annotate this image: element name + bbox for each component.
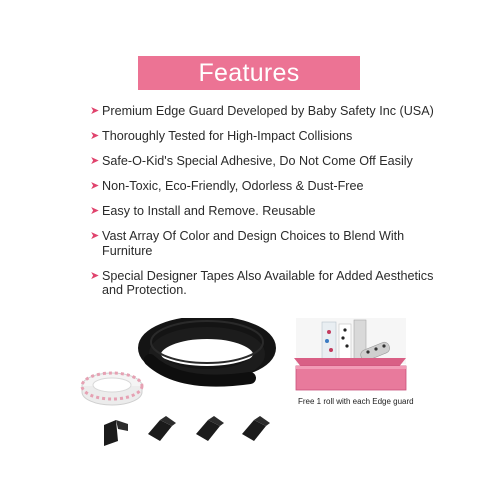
features-title: Features — [198, 59, 300, 87]
corner-guard-icon — [242, 416, 270, 441]
arrow-bullet-icon: ➤ — [90, 180, 100, 192]
feature-text: Non-Toxic, Eco-Friendly, Odorless & Dust-Free — [102, 179, 364, 193]
feature-text: Thoroughly Tested for High-Impact Collisions — [102, 129, 353, 143]
tape-display-box-icon — [294, 318, 406, 390]
feature-item — [90, 179, 435, 194]
feature-item — [90, 269, 435, 298]
foam-edge-guard-roll-icon — [145, 321, 269, 381]
arrow-bullet-icon: ➤ — [90, 230, 100, 242]
feature-item — [90, 154, 435, 169]
feature-text: Vast Array Of Color and Design Choices to Blend With Furniture — [102, 229, 405, 258]
arrow-bullet-icon: ➤ — [90, 269, 100, 282]
arrow-bullet-icon: ➤ — [90, 205, 100, 217]
corner-guard-icon — [148, 416, 176, 441]
features-banner — [138, 56, 360, 90]
arrow-bullet-icon: ➤ — [90, 155, 100, 167]
feature-text: Easy to Install and Remove. Reusable — [102, 204, 316, 218]
free-roll-caption: Free 1 roll with each Edge guard — [298, 397, 414, 406]
products-illustration — [0, 318, 500, 500]
arrow-bullet-icon: ➤ — [90, 105, 100, 117]
feature-item — [90, 229, 435, 258]
adhesive-tape-roll-icon — [82, 373, 142, 405]
feature-item — [90, 129, 435, 144]
arrow-bullet-icon: ➤ — [90, 130, 100, 142]
feature-text: Premium Edge Guard Developed by Baby Safety Inc (USA) — [102, 104, 434, 118]
feature-item — [90, 204, 435, 219]
corner-guard-icon — [196, 416, 224, 441]
feature-text: Special Designer Tapes Also Available for Added Aesthetics and Protection. — [102, 268, 434, 297]
feature-text: Safe-O-Kid's Special Adhesive, Do Not Come Off Easily — [102, 154, 413, 168]
features-list — [90, 104, 435, 308]
corner-guard-icon — [104, 420, 128, 446]
feature-item — [90, 104, 435, 119]
